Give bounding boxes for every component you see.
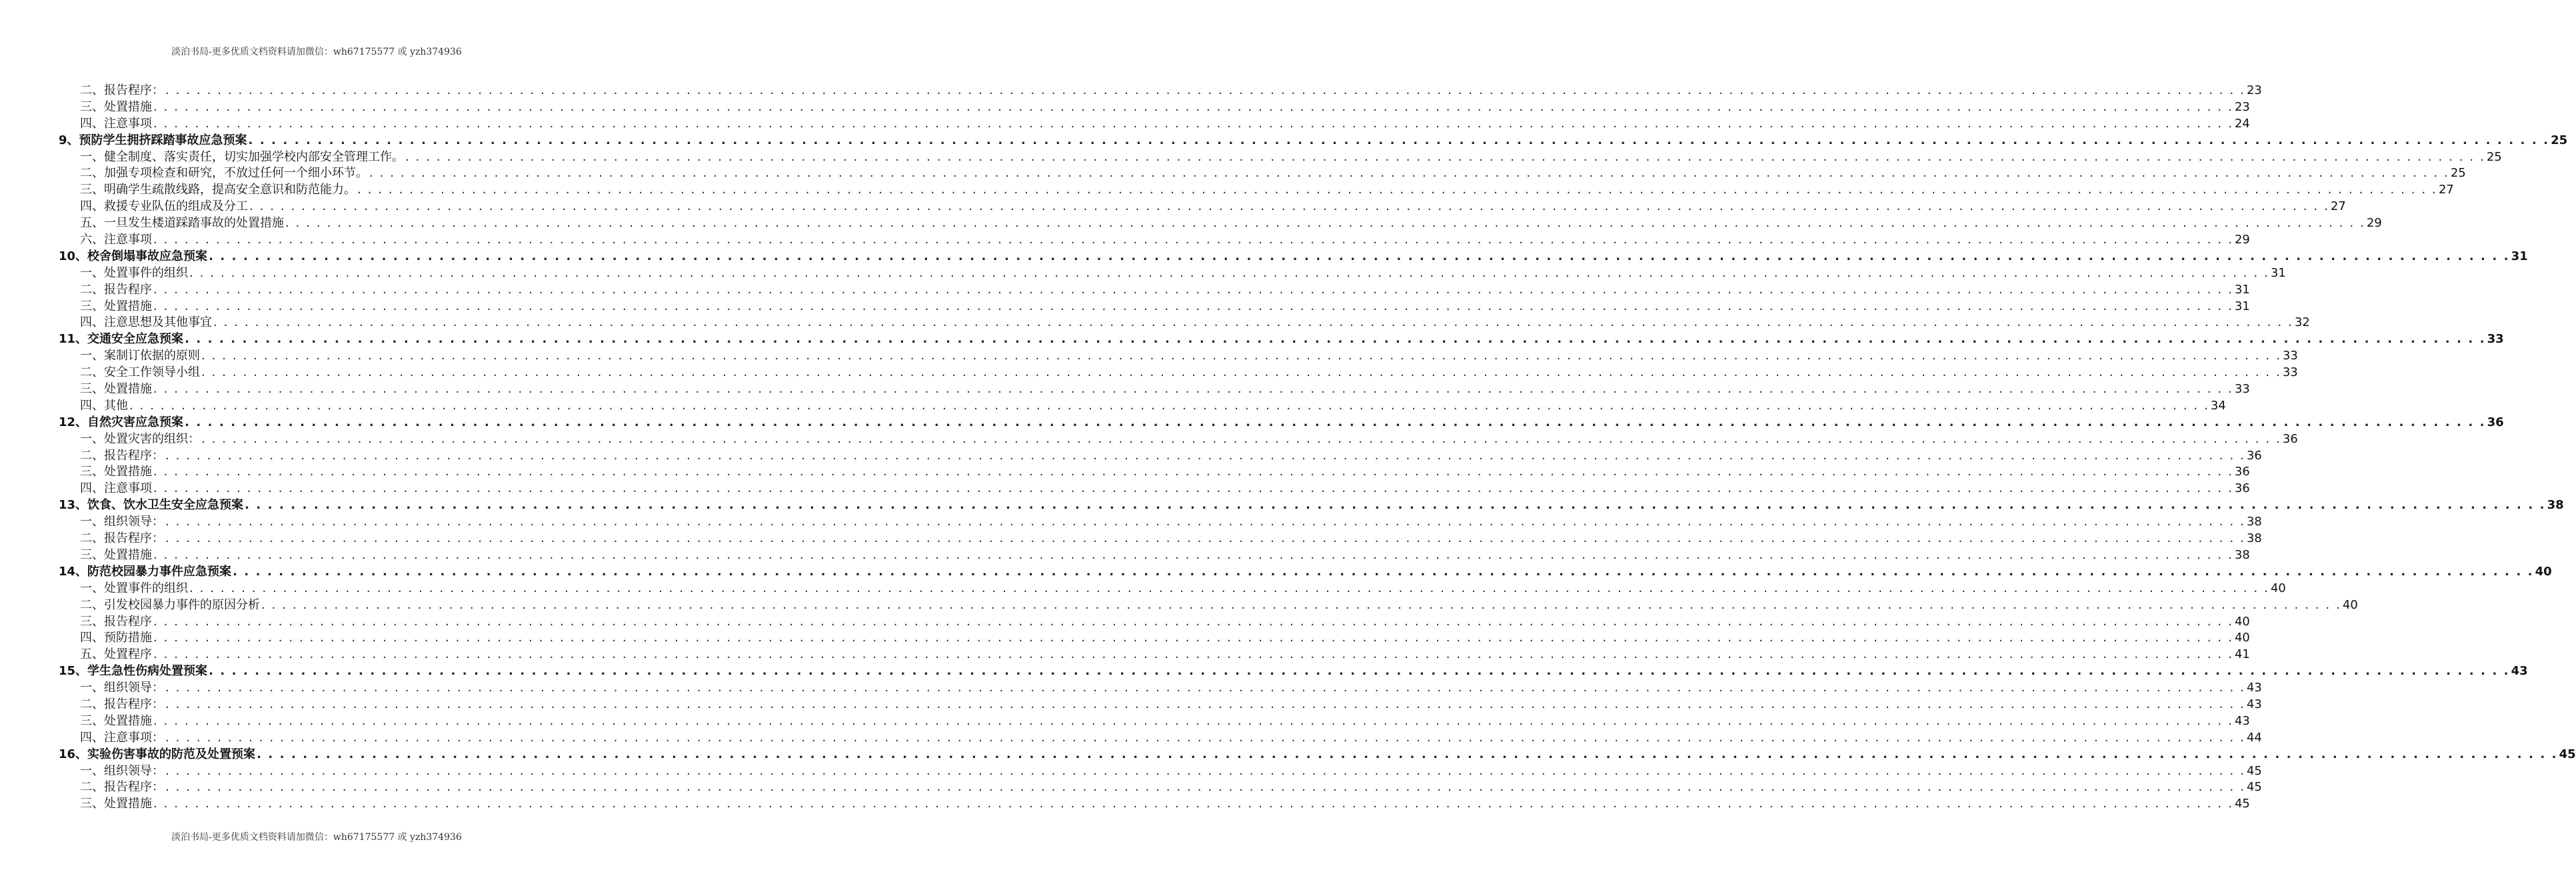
- toc-entry-title: 13、饮食、饮水卫生安全应急预案: [59, 498, 244, 513]
- toc-page-number: 27: [2438, 183, 2454, 197]
- toc-subsection-entry[interactable]: [59, 215, 2382, 232]
- toc-dot-leader: . . . . . . . . . . . . . . . . . . . . . . . . . . . . . . . . . . . . . . . . . . . . . . . . . . . . . . . . . . . . . . . . . . . . . . . . . . . . . . . . . . . . . . . . . . . . . . . . . . . . . . . . . . . . . . . . . . . . . . . . . . . . . . . . . . . . . . . . . . . . . . . . . . . . . . . . . . . . . . . . . . . . . . . . . . . . . . . . . . . . . . . . . . . . . . . . . . . . . . . .: [153, 282, 2233, 297]
- toc-page-number: 43: [2246, 681, 2262, 695]
- toc-page-number: 45: [2246, 780, 2262, 795]
- toc-page-number: 31: [2234, 299, 2250, 313]
- toc-dot-leader: . . . . . . . . . . . . . . . . . . . . . . . . . . . . . . . . . . . . . . . . . . . . . . . . . . . . . . . . . . . . . . . . . . . . . . . . . . . . . . . . . . . . . . . . . . . . . . . . . . . . . . . . . . . . . . . . . . . . . . . . . . . . . . . . . . . . . . . . . . . . . . . . . . . . . . . . . . . . . . . . . . . . . . . . . . . . . . . . . . . . . . . . . . . . . . . . . . . . . . . .: [257, 747, 2558, 761]
- toc-entry-title: 一、处置事件的组织: [80, 581, 188, 595]
- toc-page-number: 33: [2282, 349, 2298, 363]
- toc-entry-title: 四、注意思想及其他事宜: [80, 315, 212, 330]
- toc-entry-title: 一、组织领导：: [80, 681, 164, 695]
- toc-subsection-entry[interactable]: [59, 630, 2250, 647]
- toc-entry-title: 三、处置措施: [80, 99, 152, 114]
- toc-dot-leader: . . . . . . . . . . . . . . . . . . . . . . . . . . . . . . . . . . . . . . . . . . . . . . . . . . . . . . . . . . . . . . . . . . . . . . . . . . . . . . . . . . . . . . . . . . . . . . . . . . . . . . . . . . . . . . . . . . . . . . . . . . . . . . . . . . . . . . . . . . . . . . . . . . . . . . . . . . . . . . . . . . . . . . . . . . . . . . . . . . . . . . . . . . . . . . . . . . . . . . . .: [261, 597, 2341, 612]
- toc-dot-leader: . . . . . . . . . . . . . . . . . . . . . . . . . . . . . . . . . . . . . . . . . . . . . . . . . . . . . . . . . . . . . . . . . . . . . . . . . . . . . . . . . . . . . . . . . . . . . . . . . . . . . . . . . . . . . . . . . . . . . . . . . . . . . . . . . . . . . . . . . . . . . . . . . . . . . . . . . . . . . . . . . . . . . . . . . . . . . . . . . . . . . . . . . . . . . . . . . . . . . . . .: [153, 547, 2233, 562]
- toc-entry-title: 二、报告程序：: [80, 697, 164, 711]
- toc-entry-title: 11、交通安全应急预案: [59, 332, 184, 347]
- toc-page-number: 27: [2330, 199, 2346, 214]
- toc-subsection-entry[interactable]: [59, 763, 2262, 780]
- toc-entry-title: 三、处置措施: [80, 547, 152, 562]
- toc-page-number: 23: [2234, 99, 2250, 114]
- toc-entry-title: 15、学生急性伤病处置预案: [59, 664, 208, 679]
- toc-entry-title: 二、报告程序：: [80, 780, 164, 795]
- toc-dot-leader: . . . . . . . . . . . . . . . . . . . . . . . . . . . . . . . . . . . . . . . . . . . . . . . . . . . . . . . . . . . . . . . . . . . . . . . . . . . . . . . . . . . . . . . . . . . . . . . . . . . . . . . . . . . . . . . . . . . . . . . . . . . . . . . . . . . . . . . . . . . . . . . . . . . . . . . . . . . . . . . . . . . . . . . . . . . . . . . . . . . . . . . . . . . . . . . . . . . . . . . .: [249, 199, 2329, 214]
- toc-entry-title: 二、报告程序: [80, 282, 152, 297]
- toc-dot-leader: . . . . . . . . . . . . . . . . . . . . . . . . . . . . . . . . . . . . . . . . . . . . . . . . . . . . . . . . . . . . . . . . . . . . . . . . . . . . . . . . . . . . . . . . . . . . . . . . . . . . . . . . . . . . . . . . . . . . . . . . . . . . . . . . . . . . . . . . . . . . . . . . . . . . . . . . . . . . . . . . . . . . . . . . . . . . . . . . . . . . . . . . . . . . . . . . . . . . . . . .: [209, 664, 2510, 679]
- toc-dot-leader: . . . . . . . . . . . . . . . . . . . . . . . . . . . . . . . . . . . . . . . . . . . . . . . . . . . . . . . . . . . . . . . . . . . . . . . . . . . . . . . . . . . . . . . . . . . . . . . . . . . . . . . . . . . . . . . . . . . . . . . . . . . . . . . . . . . . . . . . . . . . . . . . . . . . . . . . . . . . . . . . . . . . . . . . . . . . . . . . . . . . . . . . . . . . . . . . . . . . . . . .: [185, 415, 2486, 429]
- toc-page-number: 40: [2342, 597, 2358, 612]
- toc-page-number: 43: [2246, 697, 2262, 711]
- toc-entry-title: 三、处置措施: [80, 797, 152, 811]
- toc-dot-leader: . . . . . . . . . . . . . . . . . . . . . . . . . . . . . . . . . . . . . . . . . . . . . . . . . . . . . . . . . . . . . . . . . . . . . . . . . . . . . . . . . . . . . . . . . . . . . . . . . . . . . . . . . . . . . . . . . . . . . . . . . . . . . . . . . . . . . . . . . . . . . . . . . . . . . . . . . . . . . . . . . . . . . . . . . . . . . . . . . . . . . . . . . . . . . . . . . . . . . . . .: [153, 382, 2233, 397]
- toc-entry-title: 六、注意事项: [80, 233, 152, 247]
- toc-dot-leader: . . . . . . . . . . . . . . . . . . . . . . . . . . . . . . . . . . . . . . . . . . . . . . . . . . . . . . . . . . . . . . . . . . . . . . . . . . . . . . . . . . . . . . . . . . . . . . . . . . . . . . . . . . . . . . . . . . . . . . . . . . . . . . . . . . . . . . . . . . . . . . . . . . . . . . . . . . . . . . . . . . . . . . . . . . . . . . . . . . . . . . . . . . . . . . . . . . . . . . . .: [153, 713, 2233, 728]
- toc-subsection-entry[interactable]: [59, 282, 2250, 299]
- toc-dot-leader: . . . . . . . . . . . . . . . . . . . . . . . . . . . . . . . . . . . . . . . . . . . . . . . . . . . . . . . . . . . . . . . . . . . . . . . . . . . . . . . . . . . . . . . . . . . . . . . . . . . . . . . . . . . . . . . . . . . . . . . . . . . . . . . . . . . . . . . . . . . . . . . . . . . . . . . . . . . . . . . . . . . . . . . . . . . . . . . . . . . . . . . . . . . . . . . . . . . . . . . .: [153, 116, 2233, 131]
- toc-subsection-entry[interactable]: [59, 431, 2298, 448]
- toc-subsection-entry[interactable]: [59, 365, 2298, 381]
- toc-page-number: 25: [2450, 166, 2466, 181]
- toc-entry-title: 四、注意事项：: [80, 730, 164, 745]
- toc-dot-leader: . . . . . . . . . . . . . . . . . . . . . . . . . . . . . . . . . . . . . . . . . . . . . . . . . . . . . . . . . . . . . . . . . . . . . . . . . . . . . . . . . . . . . . . . . . . . . . . . . . . . . . . . . . . . . . . . . . . . . . . . . . . . . . . . . . . . . . . . . . . . . . . . . . . . . . . . . . . . . . . . . . . . . . . . . . . . . . . . . . . . . . . . . . . . . . . . . . . . . . . .: [201, 349, 2281, 363]
- toc-section-entry[interactable]: [59, 663, 2528, 680]
- toc-dot-leader: . . . . . . . . . . . . . . . . . . . . . . . . . . . . . . . . . . . . . . . . . . . . . . . . . . . . . . . . . . . . . . . . . . . . . . . . . . . . . . . . . . . . . . . . . . . . . . . . . . . . . . . . . . . . . . . . . . . . . . . . . . . . . . . . . . . . . . . . . . . . . . . . . . . . . . . . . . . . . . . . . . . . . . . . . . . . . . . . . . . . . . . . . . . . . . . . . . . . . . . .: [213, 315, 2293, 330]
- toc-subsection-entry[interactable]: [59, 597, 2358, 614]
- toc-page-number: 29: [2234, 233, 2250, 247]
- toc-page-number: 33: [2282, 365, 2298, 380]
- toc-subsection-entry[interactable]: [59, 299, 2250, 315]
- toc-subsection-entry[interactable]: [59, 730, 2262, 747]
- toc-entry-title: 二、安全工作领导小组: [80, 365, 200, 380]
- toc-subsection-entry[interactable]: [59, 647, 2250, 663]
- toc-dot-leader: . . . . . . . . . . . . . . . . . . . . . . . . . . . . . . . . . . . . . . . . . . . . . . . . . . . . . . . . . . . . . . . . . . . . . . . . . . . . . . . . . . . . . . . . . . . . . . . . . . . . . . . . . . . . . . . . . . . . . . . . . . . . . . . . . . . . . . . . . . . . . . . . . . . . . . . . . . . . . . . . . . . . . . . . . . . . . . . . . . . . . . . . . . . . . . . . . . . . . . . .: [129, 398, 2209, 413]
- toc-dot-leader: . . . . . . . . . . . . . . . . . . . . . . . . . . . . . . . . . . . . . . . . . . . . . . . . . . . . . . . . . . . . . . . . . . . . . . . . . . . . . . . . . . . . . . . . . . . . . . . . . . . . . . . . . . . . . . . . . . . . . . . . . . . . . . . . . . . . . . . . . . . . . . . . . . . . . . . . . . . . . . . . . . . . . . . . . . . . . . . . . . . . . . . . . . . . . . . . . . . . . . . .: [153, 233, 2233, 247]
- toc-subsection-entry[interactable]: [59, 315, 2310, 331]
- toc-dot-leader: . . . . . . . . . . . . . . . . . . . . . . . . . . . . . . . . . . . . . . . . . . . . . . . . . . . . . . . . . . . . . . . . . . . . . . . . . . . . . . . . . . . . . . . . . . . . . . . . . . . . . . . . . . . . . . . . . . . . . . . . . . . . . . . . . . . . . . . . . . . . . . . . . . . . . . . . . . . . . . . . . . . . . . . . . . . . . . . . . . . . . . . . . . . . . . . . . . . . . . . .: [245, 498, 2546, 513]
- toc-dot-leader: . . . . . . . . . . . . . . . . . . . . . . . . . . . . . . . . . . . . . . . . . . . . . . . . . . . . . . . . . . . . . . . . . . . . . . . . . . . . . . . . . . . . . . . . . . . . . . . . . . . . . . . . . . . . . . . . . . . . . . . . . . . . . . . . . . . . . . . . . . . . . . . . . . . . . . . . . . . . . . . . . . . . . . . . . . . . . . . . . . . . . . . . . . . . . . . . . . . . . . . .: [357, 183, 2437, 197]
- toc-page-number: 34: [2210, 398, 2226, 413]
- toc-page-number: 44: [2246, 730, 2262, 745]
- toc-dot-leader: . . . . . . . . . . . . . . . . . . . . . . . . . . . . . . . . . . . . . . . . . . . . . . . . . . . . . . . . . . . . . . . . . . . . . . . . . . . . . . . . . . . . . . . . . . . . . . . . . . . . . . . . . . . . . . . . . . . . . . . . . . . . . . . . . . . . . . . . . . . . . . . . . . . . . . . . . . . . . . . . . . . . . . . . . . . . . . . . . . . . . . . . . . . . . . . . . . . . . . . .: [165, 531, 2245, 546]
- toc-subsection-entry[interactable]: [59, 547, 2250, 564]
- toc-page-number: 40: [2535, 564, 2552, 579]
- toc-subsection-entry[interactable]: [59, 182, 2454, 199]
- toc-page-number: 29: [2366, 216, 2382, 231]
- toc-dot-leader: . . . . . . . . . . . . . . . . . . . . . . . . . . . . . . . . . . . . . . . . . . . . . . . . . . . . . . . . . . . . . . . . . . . . . . . . . . . . . . . . . . . . . . . . . . . . . . . . . . . . . . . . . . . . . . . . . . . . . . . . . . . . . . . . . . . . . . . . . . . . . . . . . . . . . . . . . . . . . . . . . . . . . . . . . . . . . . . . . . . . . . . . . . . . . . . . . . . . . . . .: [165, 780, 2245, 795]
- toc-entry-title: 三、处置措施: [80, 382, 152, 397]
- toc-page-number: 43: [2234, 713, 2250, 728]
- toc-subsection-entry[interactable]: [59, 99, 2250, 116]
- toc-page-number: 43: [2511, 664, 2528, 679]
- toc-subsection-entry[interactable]: [59, 680, 2262, 697]
- toc-subsection-entry[interactable]: [59, 83, 2262, 99]
- toc-entry-title: 一、组织领导：: [80, 515, 164, 529]
- toc-page-number: 45: [2246, 763, 2262, 778]
- toc-page-number: 38: [2246, 515, 2262, 529]
- toc-subsection-entry[interactable]: [59, 481, 2250, 497]
- toc-page-number: 36: [2282, 431, 2298, 446]
- toc-entry-title: 一、组织领导：: [80, 763, 164, 778]
- toc-entry-title: 四、预防措施: [80, 631, 152, 645]
- toc-page-number: 32: [2294, 315, 2310, 330]
- page-header: 淡泊书局-更多优质文档资料请加微信：wh67175577 或 yzh374936: [171, 47, 462, 57]
- toc-dot-leader: . . . . . . . . . . . . . . . . . . . . . . . . . . . . . . . . . . . . . . . . . . . . . . . . . . . . . . . . . . . . . . . . . . . . . . . . . . . . . . . . . . . . . . . . . . . . . . . . . . . . . . . . . . . . . . . . . . . . . . . . . . . . . . . . . . . . . . . . . . . . . . . . . . . . . . . . . . . . . . . . . . . . . . . . . . . . . . . . . . . . . . . . . . . . . . . . . . . . . . . .: [165, 681, 2245, 695]
- toc-entry-title: 三、处置措施: [80, 713, 152, 728]
- toc-page-number: 38: [2246, 531, 2262, 546]
- toc-entry-title: 16、实验伤害事故的防范及处置预案: [59, 747, 256, 761]
- toc-dot-leader: . . . . . . . . . . . . . . . . . . . . . . . . . . . . . . . . . . . . . . . . . . . . . . . . . . . . . . . . . . . . . . . . . . . . . . . . . . . . . . . . . . . . . . . . . . . . . . . . . . . . . . . . . . . . . . . . . . . . . . . . . . . . . . . . . . . . . . . . . . . . . . . . . . . . . . . . . . . . . . . . . . . . . . . . . . . . . . . . . . . . . . . . . . . . . . . . . . . . . . . .: [165, 697, 2245, 711]
- toc-entry-title: 四、救援专业队伍的组成及分工: [80, 199, 248, 214]
- toc-section-entry[interactable]: [59, 331, 2504, 348]
- toc-dot-leader: . . . . . . . . . . . . . . . . . . . . . . . . . . . . . . . . . . . . . . . . . . . . . . . . . . . . . . . . . . . . . . . . . . . . . . . . . . . . . . . . . . . . . . . . . . . . . . . . . . . . . . . . . . . . . . . . . . . . . . . . . . . . . . . . . . . . . . . . . . . . . . . . . . . . . . . . . . . . . . . . . . . . . . . . . . . . . . . . . . . . . . . . . . . . . . . . . . . . . . . .: [189, 265, 2269, 280]
- toc-dot-leader: . . . . . . . . . . . . . . . . . . . . . . . . . . . . . . . . . . . . . . . . . . . . . . . . . . . . . . . . . . . . . . . . . . . . . . . . . . . . . . . . . . . . . . . . . . . . . . . . . . . . . . . . . . . . . . . . . . . . . . . . . . . . . . . . . . . . . . . . . . . . . . . . . . . . . . . . . . . . . . . . . . . . . . . . . . . . . . . . . . . . . . . . . . . . . . . . . . . . . . . .: [153, 614, 2233, 629]
- toc-section-entry[interactable]: [59, 249, 2528, 265]
- toc-page-number: 33: [2234, 382, 2250, 397]
- toc-dot-leader: . . . . . . . . . . . . . . . . . . . . . . . . . . . . . . . . . . . . . . . . . . . . . . . . . . . . . . . . . . . . . . . . . . . . . . . . . . . . . . . . . . . . . . . . . . . . . . . . . . . . . . . . . . . . . . . . . . . . . . . . . . . . . . . . . . . . . . . . . . . . . . . . . . . . . . . . . . . . . . . . . . . . . . . . . . . . . . . . . . . . . . . . . . . . . . . . . . . . . . . .: [165, 730, 2245, 745]
- toc-entry-title: 10、校舍倒塌事故应急预案: [59, 249, 208, 263]
- toc-page-number: 40: [2270, 581, 2286, 595]
- toc-subsection-entry[interactable]: [59, 514, 2262, 531]
- toc-page-number: 25: [2551, 133, 2568, 147]
- toc-page-number: 40: [2234, 631, 2250, 645]
- toc-dot-leader: . . . . . . . . . . . . . . . . . . . . . . . . . . . . . . . . . . . . . . . . . . . . . . . . . . . . . . . . . . . . . . . . . . . . . . . . . . . . . . . . . . . . . . . . . . . . . . . . . . . . . . . . . . . . . . . . . . . . . . . . . . . . . . . . . . . . . . . . . . . . . . . . . . . . . . . . . . . . . . . . . . . . . . . . . . . . . . . . . . . . . . . . . . . . . . . . . . . . . . . .: [153, 647, 2233, 662]
- toc-entry-title: 二、报告程序：: [80, 448, 164, 463]
- toc-entry-title: 二、报告程序：: [80, 83, 164, 97]
- toc-page-number: 40: [2234, 614, 2250, 629]
- toc-page-number: 23: [2246, 83, 2262, 97]
- toc-subsection-entry[interactable]: [59, 348, 2298, 365]
- toc-entry-title: 14、防范校园暴力事件应急预案: [59, 564, 232, 579]
- toc-page-number: 36: [2234, 465, 2250, 479]
- toc-entry-title: 二、加强专项检查和研究，不放过任何一个细小环节。: [80, 166, 368, 181]
- toc-page-number: 36: [2246, 448, 2262, 463]
- toc-page-number: 31: [2234, 282, 2250, 297]
- toc-entry-title: 五、处置程序: [80, 647, 152, 662]
- toc-dot-leader: . . . . . . . . . . . . . . . . . . . . . . . . . . . . . . . . . . . . . . . . . . . . . . . . . . . . . . . . . . . . . . . . . . . . . . . . . . . . . . . . . . . . . . . . . . . . . . . . . . . . . . . . . . . . . . . . . . . . . . . . . . . . . . . . . . . . . . . . . . . . . . . . . . . . . . . . . . . . . . . . . . . . . . . . . . . . . . . . . . . . . . . . . . . . . . . . . . . . . . . .: [201, 365, 2281, 380]
- toc-subsection-entry[interactable]: [59, 199, 2346, 215]
- toc-dot-leader: . . . . . . . . . . . . . . . . . . . . . . . . . . . . . . . . . . . . . . . . . . . . . . . . . . . . . . . . . . . . . . . . . . . . . . . . . . . . . . . . . . . . . . . . . . . . . . . . . . . . . . . . . . . . . . . . . . . . . . . . . . . . . . . . . . . . . . . . . . . . . . . . . . . . . . . . . . . . . . . . . . . . . . . . . . . . . . . . . . . . . . . . . . . . . . . . . . . . . . . .: [153, 797, 2233, 811]
- toc-page-number: 45: [2234, 797, 2250, 811]
- toc-entry-title: 二、引发校园暴力事件的原因分析: [80, 597, 260, 612]
- toc-subsection-entry[interactable]: [59, 232, 2250, 249]
- toc-entry-title: 一、处置事件的组织: [80, 265, 188, 280]
- toc-dot-leader: . . . . . . . . . . . . . . . . . . . . . . . . . . . . . . . . . . . . . . . . . . . . . . . . . . . . . . . . . . . . . . . . . . . . . . . . . . . . . . . . . . . . . . . . . . . . . . . . . . . . . . . . . . . . . . . . . . . . . . . . . . . . . . . . . . . . . . . . . . . . . . . . . . . . . . . . . . . . . . . . . . . . . . . . . . . . . . . . . . . . . . . . . . . . . . . . . . . . . . . .: [153, 481, 2233, 496]
- toc-dot-leader: . . . . . . . . . . . . . . . . . . . . . . . . . . . . . . . . . . . . . . . . . . . . . . . . . . . . . . . . . . . . . . . . . . . . . . . . . . . . . . . . . . . . . . . . . . . . . . . . . . . . . . . . . . . . . . . . . . . . . . . . . . . . . . . . . . . . . . . . . . . . . . . . . . . . . . . . . . . . . . . . . . . . . . . . . . . . . . . . . . . . . . . . . . . . . . . . . . . . . . . .: [248, 133, 2550, 147]
- toc-subsection-entry[interactable]: [59, 149, 2502, 166]
- toc-section-entry[interactable]: [59, 564, 2552, 581]
- toc-dot-leader: . . . . . . . . . . . . . . . . . . . . . . . . . . . . . . . . . . . . . . . . . . . . . . . . . . . . . . . . . . . . . . . . . . . . . . . . . . . . . . . . . . . . . . . . . . . . . . . . . . . . . . . . . . . . . . . . . . . . . . . . . . . . . . . . . . . . . . . . . . . . . . . . . . . . . . . . . . . . . . . . . . . . . . . . . . . . . . . . . . . . . . . . . . . . . . . . . . . . . . . .: [369, 166, 2449, 181]
- toc-dot-leader: . . . . . . . . . . . . . . . . . . . . . . . . . . . . . . . . . . . . . . . . . . . . . . . . . . . . . . . . . . . . . . . . . . . . . . . . . . . . . . . . . . . . . . . . . . . . . . . . . . . . . . . . . . . . . . . . . . . . . . . . . . . . . . . . . . . . . . . . . . . . . . . . . . . . . . . . . . . . . . . . . . . . . . . . . . . . . . . . . . . . . . . . . . . . . . . . . . . . . . . .: [153, 465, 2233, 479]
- toc-page-number: 24: [2234, 116, 2250, 131]
- toc-subsection-entry[interactable]: [59, 531, 2262, 547]
- toc-subsection-entry[interactable]: [59, 614, 2250, 631]
- toc-entry-title: 三、处置措施: [80, 465, 152, 479]
- toc-entry-title: 五、一旦发生楼道踩踏事故的处置措施: [80, 216, 284, 231]
- toc-dot-leader: . . . . . . . . . . . . . . . . . . . . . . . . . . . . . . . . . . . . . . . . . . . . . . . . . . . . . . . . . . . . . . . . . . . . . . . . . . . . . . . . . . . . . . . . . . . . . . . . . . . . . . . . . . . . . . . . . . . . . . . . . . . . . . . . . . . . . . . . . . . . . . . . . . . . . . . . . . . . . . . . . . . . . . . . . . . . . . . . . . . . . . . . . . . . . . . . . . . . . . . .: [153, 299, 2233, 313]
- toc-entry-title: 三、明确学生疏散线路，提高安全意识和防范能力。: [80, 183, 356, 197]
- table-of-contents: [59, 83, 2576, 813]
- toc-dot-leader: . . . . . . . . . . . . . . . . . . . . . . . . . . . . . . . . . . . . . . . . . . . . . . . . . . . . . . . . . . . . . . . . . . . . . . . . . . . . . . . . . . . . . . . . . . . . . . . . . . . . . . . . . . . . . . . . . . . . . . . . . . . . . . . . . . . . . . . . . . . . . . . . . . . . . . . . . . . . . . . . . . . . . . . . . . . . . . . . . . . . . . . . . . . . . . . . . . . . . . . .: [201, 431, 2281, 446]
- toc-subsection-entry[interactable]: [59, 581, 2286, 597]
- toc-entry-title: 三、处置措施: [80, 299, 152, 313]
- toc-page-number: 38: [2547, 498, 2564, 513]
- toc-page-number: 38: [2234, 547, 2250, 562]
- toc-page-number: 31: [2511, 249, 2528, 263]
- toc-dot-leader: . . . . . . . . . . . . . . . . . . . . . . . . . . . . . . . . . . . . . . . . . . . . . . . . . . . . . . . . . . . . . . . . . . . . . . . . . . . . . . . . . . . . . . . . . . . . . . . . . . . . . . . . . . . . . . . . . . . . . . . . . . . . . . . . . . . . . . . . . . . . . . . . . . . . . . . . . . . . . . . . . . . . . . . . . . . . . . . . . . . . . . . . . . . . . . . . . . . . . . . .: [189, 581, 2269, 595]
- toc-subsection-entry[interactable]: [59, 381, 2250, 398]
- toc-dot-leader: . . . . . . . . . . . . . . . . . . . . . . . . . . . . . . . . . . . . . . . . . . . . . . . . . . . . . . . . . . . . . . . . . . . . . . . . . . . . . . . . . . . . . . . . . . . . . . . . . . . . . . . . . . . . . . . . . . . . . . . . . . . . . . . . . . . . . . . . . . . . . . . . . . . . . . . . . . . . . . . . . . . . . . . . . . . . . . . . . . . . . . . . . . . . . . . . . . . . . . . .: [233, 564, 2534, 579]
- toc-dot-leader: . . . . . . . . . . . . . . . . . . . . . . . . . . . . . . . . . . . . . . . . . . . . . . . . . . . . . . . . . . . . . . . . . . . . . . . . . . . . . . . . . . . . . . . . . . . . . . . . . . . . . . . . . . . . . . . . . . . . . . . . . . . . . . . . . . . . . . . . . . . . . . . . . . . . . . . . . . . . . . . . . . . . . . . . . . . . . . . . . . . . . . . . . . . . . . . . . . . . . . . .: [153, 631, 2233, 645]
- toc-entry-title: 四、注意事项: [80, 116, 152, 131]
- toc-subsection-entry[interactable]: [59, 779, 2262, 796]
- toc-subsection-entry[interactable]: [59, 165, 2466, 182]
- toc-dot-leader: . . . . . . . . . . . . . . . . . . . . . . . . . . . . . . . . . . . . . . . . . . . . . . . . . . . . . . . . . . . . . . . . . . . . . . . . . . . . . . . . . . . . . . . . . . . . . . . . . . . . . . . . . . . . . . . . . . . . . . . . . . . . . . . . . . . . . . . . . . . . . . . . . . . . . . . . . . . . . . . . . . . . . . . . . . . . . . . . . . . . . . . . . . . . . . . . . . . . . . . .: [165, 515, 2245, 529]
- toc-subsection-entry[interactable]: [59, 265, 2286, 282]
- toc-subsection-entry[interactable]: [59, 796, 2250, 813]
- toc-entry-title: 二、报告程序：: [80, 531, 164, 546]
- toc-page-number: 31: [2270, 265, 2286, 280]
- toc-dot-leader: . . . . . . . . . . . . . . . . . . . . . . . . . . . . . . . . . . . . . . . . . . . . . . . . . . . . . . . . . . . . . . . . . . . . . . . . . . . . . . . . . . . . . . . . . . . . . . . . . . . . . . . . . . . . . . . . . . . . . . . . . . . . . . . . . . . . . . . . . . . . . . . . . . . . . . . . . . . . . . . . . . . . . . . . . . . . . . . . . . . . . . . . . . . . . . . . . . . . . . . .: [153, 99, 2233, 114]
- toc-section-entry[interactable]: [59, 497, 2564, 514]
- toc-entry-title: 一、案制订依据的原则: [80, 349, 200, 363]
- toc-subsection-entry[interactable]: [59, 713, 2250, 730]
- toc-subsection-entry[interactable]: [59, 697, 2262, 713]
- toc-page-number: 36: [2487, 415, 2504, 429]
- toc-entry-title: 一、健全制度、落实责任，切实加强学校内部安全管理工作。: [80, 149, 404, 164]
- toc-entry-title: 四、其他: [80, 398, 128, 413]
- toc-entry-title: 一、处置灾害的组织：: [80, 431, 200, 446]
- toc-section-entry[interactable]: [59, 415, 2504, 431]
- toc-page-number: 33: [2487, 332, 2504, 347]
- toc-dot-leader: . . . . . . . . . . . . . . . . . . . . . . . . . . . . . . . . . . . . . . . . . . . . . . . . . . . . . . . . . . . . . . . . . . . . . . . . . . . . . . . . . . . . . . . . . . . . . . . . . . . . . . . . . . . . . . . . . . . . . . . . . . . . . . . . . . . . . . . . . . . . . . . . . . . . . . . . . . . . . . . . . . . . . . . . . . . . . . . . . . . . . . . . . . . . . . . . . . . . . . . .: [209, 249, 2510, 263]
- toc-entry-title: 12、自然灾害应急预案: [59, 415, 184, 429]
- toc-page-number: 41: [2234, 647, 2250, 662]
- toc-subsection-entry[interactable]: [59, 448, 2262, 465]
- toc-subsection-entry[interactable]: [59, 464, 2250, 481]
- toc-page-number: 25: [2486, 149, 2502, 164]
- toc-page-number: 45: [2559, 747, 2576, 761]
- toc-dot-leader: . . . . . . . . . . . . . . . . . . . . . . . . . . . . . . . . . . . . . . . . . . . . . . . . . . . . . . . . . . . . . . . . . . . . . . . . . . . . . . . . . . . . . . . . . . . . . . . . . . . . . . . . . . . . . . . . . . . . . . . . . . . . . . . . . . . . . . . . . . . . . . . . . . . . . . . . . . . . . . . . . . . . . . . . . . . . . . . . . . . . . . . . . . . . . . . . . . . . . . . .: [165, 83, 2245, 97]
- toc-entry-title: 三、报告程序: [80, 614, 152, 629]
- toc-subsection-entry[interactable]: [59, 398, 2226, 415]
- toc-subsection-entry[interactable]: [59, 116, 2250, 133]
- toc-entry-title: 四、注意事项: [80, 481, 152, 496]
- toc-dot-leader: . . . . . . . . . . . . . . . . . . . . . . . . . . . . . . . . . . . . . . . . . . . . . . . . . . . . . . . . . . . . . . . . . . . . . . . . . . . . . . . . . . . . . . . . . . . . . . . . . . . . . . . . . . . . . . . . . . . . . . . . . . . . . . . . . . . . . . . . . . . . . . . . . . . . . . . . . . . . . . . . . . . . . . . . . . . . . . . . . . . . . . . . . . . . . . . . . . . . . . . .: [185, 332, 2486, 347]
- toc-dot-leader: . . . . . . . . . . . . . . . . . . . . . . . . . . . . . . . . . . . . . . . . . . . . . . . . . . . . . . . . . . . . . . . . . . . . . . . . . . . . . . . . . . . . . . . . . . . . . . . . . . . . . . . . . . . . . . . . . . . . . . . . . . . . . . . . . . . . . . . . . . . . . . . . . . . . . . . . . . . . . . . . . . . . . . . . . . . . . . . . . . . . . . . . . . . . . . . . . . . . . . . .: [165, 763, 2245, 778]
- toc-section-entry[interactable]: [59, 133, 2568, 149]
- toc-dot-leader: . . . . . . . . . . . . . . . . . . . . . . . . . . . . . . . . . . . . . . . . . . . . . . . . . . . . . . . . . . . . . . . . . . . . . . . . . . . . . . . . . . . . . . . . . . . . . . . . . . . . . . . . . . . . . . . . . . . . . . . . . . . . . . . . . . . . . . . . . . . . . . . . . . . . . . . . . . . . . . . . . . . . . . . . . . . . . . . . . . . . . . . . . . . . . . . . . . . . . . . .: [285, 216, 2365, 231]
- toc-dot-leader: . . . . . . . . . . . . . . . . . . . . . . . . . . . . . . . . . . . . . . . . . . . . . . . . . . . . . . . . . . . . . . . . . . . . . . . . . . . . . . . . . . . . . . . . . . . . . . . . . . . . . . . . . . . . . . . . . . . . . . . . . . . . . . . . . . . . . . . . . . . . . . . . . . . . . . . . . . . . . . . . . . . . . . . . . . . . . . . . . . . . . . . . . . . . . . . . . . . . . . . .: [405, 149, 2485, 164]
- toc-dot-leader: . . . . . . . . . . . . . . . . . . . . . . . . . . . . . . . . . . . . . . . . . . . . . . . . . . . . . . . . . . . . . . . . . . . . . . . . . . . . . . . . . . . . . . . . . . . . . . . . . . . . . . . . . . . . . . . . . . . . . . . . . . . . . . . . . . . . . . . . . . . . . . . . . . . . . . . . . . . . . . . . . . . . . . . . . . . . . . . . . . . . . . . . . . . . . . . . . . . . . . . .: [165, 448, 2245, 463]
- toc-entry-title: 9、预防学生拥挤踩踏事故应急预案: [59, 133, 247, 147]
- page-footer: 淡泊书局-更多优质文档资料请加微信：wh67175577 或 yzh374936: [171, 832, 462, 843]
- toc-section-entry[interactable]: [59, 747, 2576, 763]
- toc-page-number: 36: [2234, 481, 2250, 496]
